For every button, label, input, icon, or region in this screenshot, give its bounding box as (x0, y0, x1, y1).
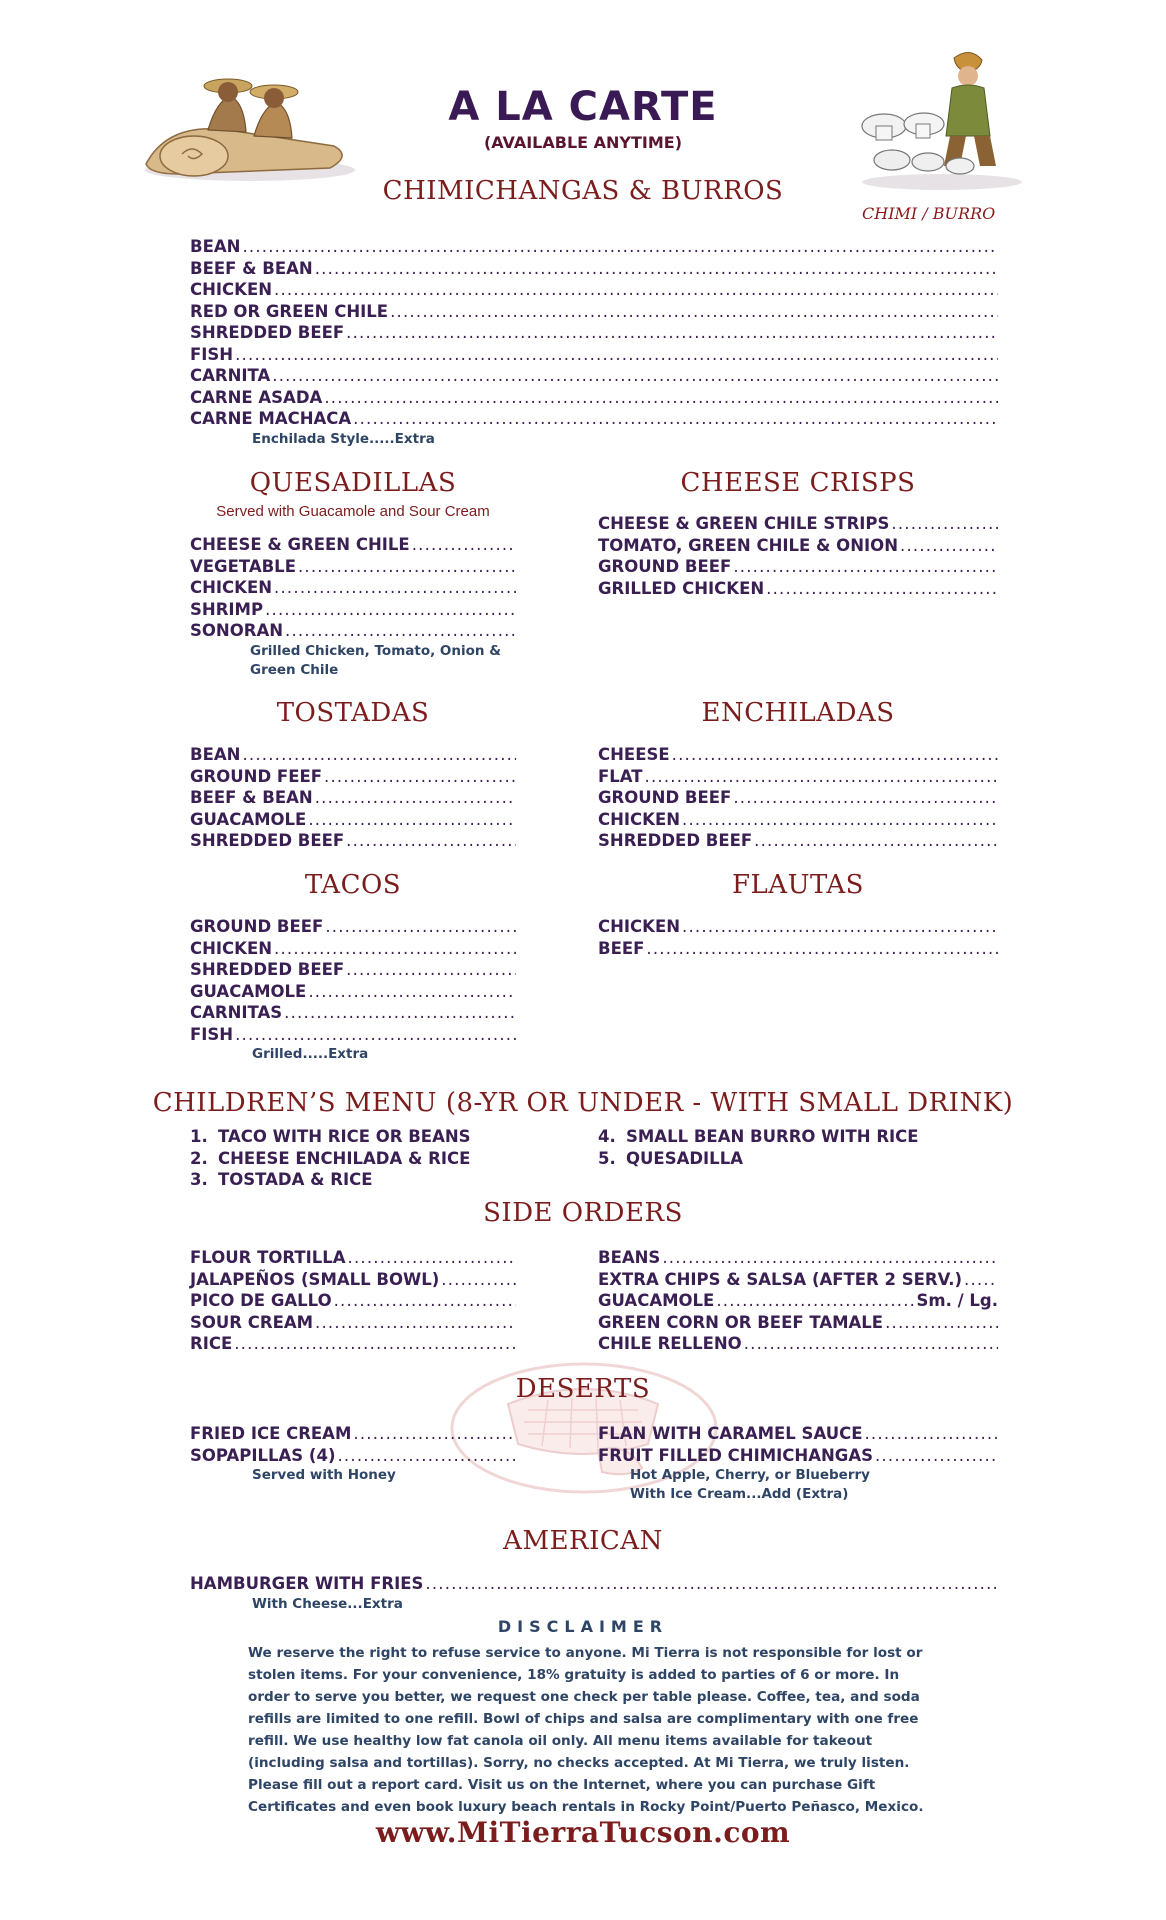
menu-item-name: FLAT (598, 766, 643, 786)
menu-item (598, 1247, 998, 1269)
menu-item (190, 1312, 516, 1334)
menu-item-name: RICE (190, 1334, 233, 1353)
menu-item (190, 556, 516, 578)
menu-item-name: FLOUR TORTILLA (190, 1248, 346, 1267)
menu-item (190, 809, 516, 831)
childrens-menu-left-list (190, 1126, 590, 1191)
menu-item (190, 387, 998, 409)
menu-item (190, 1247, 516, 1269)
menu-item-name: FLAN WITH CARAMEL SAUCE (598, 1424, 863, 1443)
american-heading: AMERICAN (503, 1526, 663, 1556)
menu-item (598, 744, 998, 766)
menu-item-name: BEAN (190, 745, 241, 764)
menu-item (190, 534, 516, 556)
menu-item-name: TOMATO, GREEN CHILE & ONION (598, 535, 898, 555)
menu-item-name: BEEF & BEAN (190, 788, 313, 807)
menu-item-name: QUESADILLA (626, 1148, 743, 1168)
disclaimer-text: We reserve the right to refuse service to anyone. Mi Tierra is not responsible for lost or stolen items. For your convenience, 18% gratuity is added to parties of 6 or more. In order to serve you better, we request one check per table please. Coffee, tea, and soda refills are limited to one refill. Bowl of chips and salsa are complimentary with one free refill. We use healthy low fat canola oil only. All menu items available for takeout (including salsa and tortillas). Sorry, no checks accepted. At Mi Tierra, we truly listen. Please fill out a report card. Visit us on the Internet, where you can purchase Gift Certificates and even book luxury beach rentals in Rocky Point/Puerto Peñasco, Mexico. (248, 1645, 924, 1815)
menu-item-name: GROUND BEEF (190, 917, 324, 936)
list-item (190, 1126, 590, 1148)
american-note: With Cheese...Extra (252, 1595, 403, 1612)
childrens-menu-heading: CHILDREN’S MENU (8-YR OR UNDER - WITH SMALL DRINK) (152, 1088, 1014, 1118)
menu-item-name: GREEN CORN OR BEEF TAMALE (598, 1312, 884, 1332)
menu-item (190, 408, 998, 430)
menu-item (598, 1269, 998, 1291)
menu-item (190, 981, 516, 1003)
guacamole-size-options: Sm. / Lg. (916, 1291, 998, 1310)
menu-item (190, 1423, 516, 1445)
item-number: 5. (598, 1148, 616, 1168)
menu-item (190, 365, 998, 387)
item-number: 3. (190, 1170, 208, 1189)
quesadillas-served-note: Served with Guacamole and Sour Cream (216, 503, 490, 520)
menu-item-name: CARNITAS (190, 1003, 283, 1022)
menu-item (190, 322, 998, 344)
childrens-menu-right-list (598, 1126, 998, 1169)
menu-item-name: CHEESE ENCHILADA & RICE (218, 1148, 471, 1168)
menu-item (190, 744, 516, 766)
chimi-burro-caption: CHIMI / BURRO (862, 204, 996, 223)
flautas-heading: FLAUTAS (731, 870, 864, 900)
list-item (598, 1148, 998, 1170)
deserts-heading: DESERTS (515, 1374, 651, 1404)
menu-item-name: CHEESE (598, 745, 670, 764)
menu-item-name: CHICKEN (598, 917, 681, 936)
menu-item (190, 599, 516, 621)
ice-cream-note: With Ice Cream...Add (Extra) (630, 1486, 849, 1502)
menu-item-name: GRILLED CHICKEN (598, 578, 765, 598)
tacos-list (190, 916, 516, 1064)
menu-item (598, 787, 998, 809)
menu-item (190, 916, 516, 938)
page-subtitle: (AVAILABLE ANYTIME) (483, 133, 683, 152)
menu-item (598, 1312, 998, 1334)
quesadillas-list (190, 534, 516, 680)
menu-item (598, 535, 998, 557)
menu-item (190, 344, 998, 366)
menu-item-name: FISH (190, 1024, 234, 1044)
list-item (190, 1169, 590, 1191)
menu-item (598, 1445, 998, 1467)
menu-item (598, 809, 998, 831)
menu-item (190, 577, 516, 599)
menu-item-name: CARNE MACHACA (190, 409, 352, 428)
menu-item-name: GROUND FEEF (190, 766, 323, 786)
menu-item-name: CHILE RELLENO (598, 1334, 742, 1353)
menu-item (190, 1445, 516, 1467)
menu-item (190, 766, 516, 788)
menu-item-name: CHICKEN (598, 809, 681, 829)
tostadas-list (190, 744, 516, 852)
deserts-left-list (190, 1423, 516, 1485)
menu-item (598, 513, 998, 535)
menu-item-name: TOSTADA & RICE (218, 1170, 373, 1189)
menu-item-name: CHEESE & GREEN CHILE STRIPS (598, 514, 890, 533)
menu-item (598, 1423, 998, 1445)
menu-item (190, 938, 516, 960)
menu-item-name: GUACAMOLE (190, 981, 307, 1001)
enchiladas-list (598, 744, 998, 852)
tacos-note: Grilled.....Extra (252, 1046, 369, 1062)
menu-item-name: CHEESE & GREEN CHILE (190, 535, 410, 554)
menu-item-name: CARNITA (190, 366, 271, 385)
menu-item-name: SONORAN (190, 621, 284, 640)
menu-item-name: JALAPEÑOS (SMALL BOWL) (190, 1269, 440, 1289)
website-url[interactable]: www.MiTierraTucson.com (375, 1816, 791, 1849)
menu-item-name: HAMBURGER WITH FRIES (190, 1574, 424, 1593)
list-item (190, 1148, 590, 1170)
menu-item-name: PICO DE GALLO (190, 1291, 332, 1310)
menu-item-name: SMALL BEAN BURRO WITH RICE (626, 1127, 919, 1146)
cheese-crisps-list (598, 513, 998, 599)
menu-item (598, 938, 998, 960)
menu-item (190, 830, 516, 852)
menu-item (598, 578, 998, 600)
quesadillas-note-line-2: Green Chile (250, 661, 339, 678)
menu-item (190, 236, 998, 258)
chimichangas-note: Enchilada Style.....Extra (252, 430, 435, 447)
menu-item-name: TACO WITH RICE OR BEANS (218, 1127, 471, 1146)
menu-item (598, 1290, 998, 1312)
menu-item (190, 1333, 516, 1355)
menu-item-name: CHICKEN (190, 280, 273, 299)
menu-item (190, 279, 998, 301)
menu-item (190, 1290, 516, 1312)
menu-item-name: FISH (190, 344, 234, 364)
menu-item-name: RED OR GREEN CHILE (190, 301, 389, 321)
menu-item (598, 916, 998, 938)
item-number: 1. (190, 1127, 208, 1146)
chimichangas-flavor-note: Hot Apple, Cherry, or Blueberry (630, 1467, 870, 1483)
menu-item-name: CHICKEN (190, 578, 273, 597)
page-title: A LA CARTE (448, 84, 718, 130)
menu-item-name: SHRIMP (190, 599, 264, 619)
menu-item-name: SHREDDED BEEF (190, 960, 345, 979)
menu-item (190, 959, 516, 981)
menu-item-name: SHREDDED BEEF (598, 831, 753, 850)
menu-item (598, 766, 998, 788)
menu-item (190, 787, 516, 809)
menu-item-name: BEEF (598, 938, 645, 958)
menu-item-name: FRIED ICE CREAM (190, 1424, 352, 1443)
quesadillas-heading: QUESADILLAS (249, 468, 457, 498)
menu-item-name: SOUR CREAM (190, 1312, 314, 1332)
item-number: 2. (190, 1148, 208, 1168)
menu-item-name: BEANS (598, 1248, 661, 1267)
menu-item (190, 1024, 516, 1046)
menu-item-name: SHREDDED BEEF (190, 831, 345, 850)
menu-item-name: SOPAPILLAS (4) (190, 1445, 336, 1465)
quesadillas-note-line-1: Grilled Chicken, Tomato, Onion & (250, 642, 501, 659)
flautas-list (598, 916, 998, 959)
side-orders-right-list (598, 1247, 998, 1355)
menu-item (190, 301, 998, 323)
side-orders-left-list (190, 1247, 516, 1355)
menu-item-name: GUACAMOLE (598, 1291, 715, 1310)
side-orders-heading: SIDE ORDERS (483, 1198, 683, 1228)
menu-item-name: EXTRA CHIPS & SALSA (AFTER 2 SERV.) (598, 1269, 963, 1289)
menu-item (190, 1002, 516, 1024)
menu-item-name: SHREDDED BEEF (190, 323, 345, 342)
menu-item-name: GROUND BEEF (598, 557, 732, 576)
cheese-crisps-heading: CHEESE CRISPS (680, 468, 916, 498)
tacos-heading: TACOS (304, 870, 402, 900)
disclaimer-heading: DISCLAIMER (497, 1617, 669, 1636)
menu-item-name: BEAN (190, 237, 241, 256)
list-item (598, 1126, 998, 1148)
chimichangas-heading: CHIMICHANGAS & BURROS (382, 176, 784, 206)
menu-item (190, 620, 516, 642)
menu-item (598, 830, 998, 852)
sopapillas-note: Served with Honey (252, 1467, 396, 1483)
menu-item-name: GROUND BEEF (598, 788, 732, 807)
chimichangas-list (190, 236, 998, 449)
menu-item (190, 258, 998, 280)
menu-item-name: VEGETABLE (190, 556, 296, 576)
menu-item (190, 1269, 516, 1291)
menu-item-name: CHICKEN (190, 938, 273, 958)
american-list (190, 1573, 998, 1614)
enchiladas-heading: ENCHILADAS (701, 698, 895, 728)
menu-item-name: CARNE ASADA (190, 387, 323, 407)
deserts-right-list (598, 1423, 998, 1504)
menu-item (598, 556, 998, 578)
item-number: 4. (598, 1127, 616, 1146)
tostadas-heading: TOSTADAS (276, 698, 430, 728)
menu-item-name: FRUIT FILLED CHIMICHANGAS (598, 1445, 873, 1465)
menu-item-name: BEEF & BEAN (190, 258, 313, 278)
menu-item (598, 1333, 998, 1355)
menu-item-name: GUACAMOLE (190, 809, 307, 829)
menu-item (190, 1573, 998, 1595)
